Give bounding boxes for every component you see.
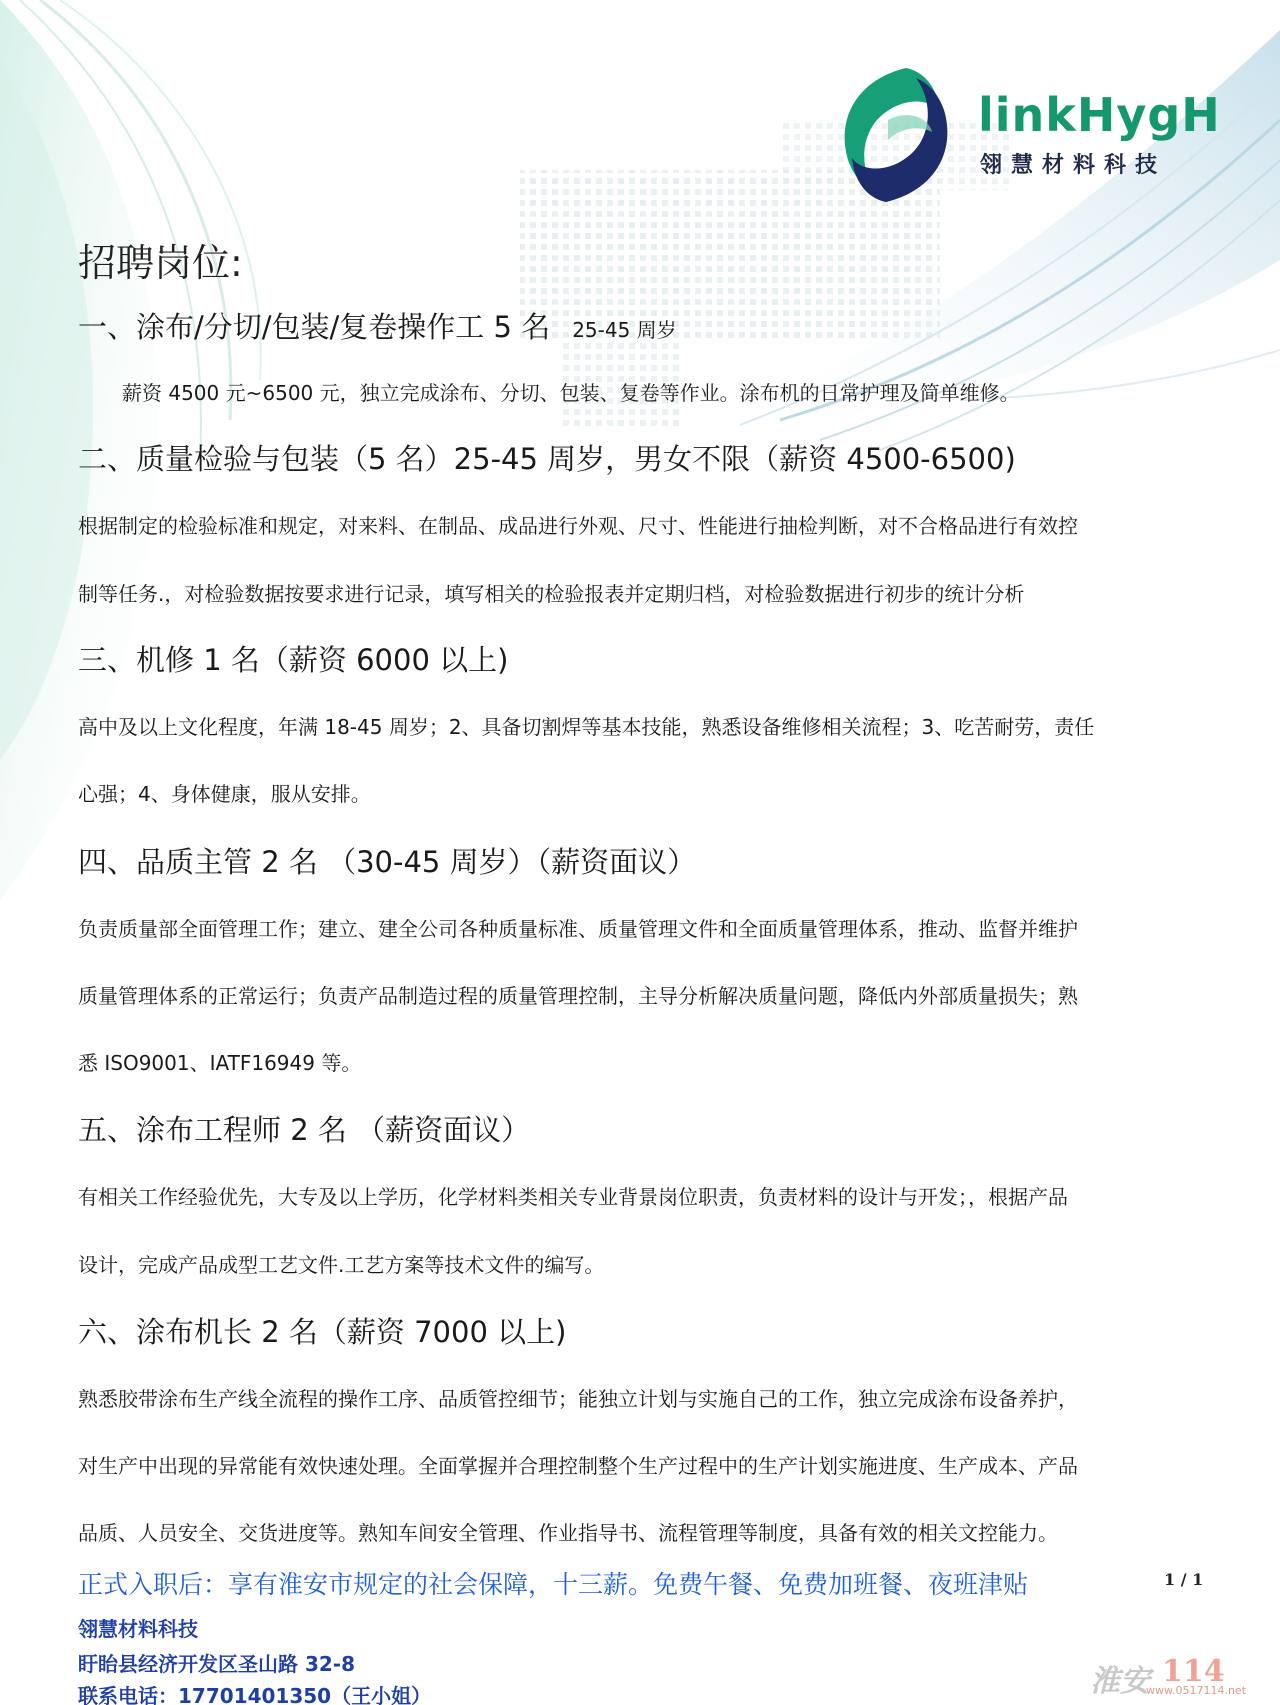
watermark-cn: 淮安	[1090, 1664, 1150, 1699]
section-title-4: 四、品质主管 2 名 （30-45 周岁）（薪资面议）	[78, 845, 697, 879]
section-title-1-age: 25-45 周岁	[572, 318, 677, 342]
benefits-text: 正式入职后：享有淮安市规定的社会保障，十三薪。免费午餐、免费加班餐、夜班津贴	[78, 1570, 1029, 1599]
footer-company: 翎慧材料科技	[78, 1617, 198, 1641]
section-3-line-1: 高中及以上文化程度，年满 18-45 周岁；2、具备切割焊等基本技能，熟悉设备维修相关流程；3、吃苦耐劳，责任	[78, 715, 1095, 739]
section-4-line-1: 负责质量部全面管理工作；建立、建全公司各种质量标准、质量管理文件和全面质量管理体系，推动、监督并维护	[78, 917, 1078, 941]
section-title-6: 六、涂布机长 2 名（薪资 7000 以上)	[78, 1315, 567, 1349]
watermark-url: www.0517114.net	[1146, 1684, 1247, 1697]
section-5-line-1: 有相关工作经验优先，大专及以上学历，化学材料类相关专业背景岗位职责，负责材料的设计与开发；，根据产品	[78, 1185, 1068, 1209]
watermark-number: 114	[1162, 1654, 1225, 1689]
footer-address: 盱眙县经济开发区圣山路 32-8	[78, 1652, 356, 1676]
section-title-1	[78, 305, 677, 346]
footer-phone: 联系电话：17701401350（王小姐）	[78, 1684, 432, 1705]
section-title-3: 三、机修 1 名（薪资 6000 以上)	[78, 643, 509, 677]
section-3-line-2: 心强；4、身体健康，服从安排。	[78, 782, 371, 806]
section-4-line-3: 悉 ISO9001、IATF16949 等。	[78, 1051, 362, 1075]
page-number: 1 / 1	[1164, 1570, 1204, 1589]
section-6-line-3: 品质、人员安全、交货进度等。熟知车间安全管理、作业指导书、流程管理等制度，具备有效的相关文控能力。	[78, 1521, 1058, 1545]
company-logo	[836, 60, 1221, 210]
logo-swirl-icon	[836, 60, 956, 210]
section-2-line-2: 制等任务.，对检验数据按要求进行记录，填写相关的检验报表并定期归档，对检验数据进行初步的统计分析	[78, 582, 1025, 606]
section-2-line-1: 根据制定的检验标准和规定，对来料、在制品、成品进行外观、尺寸、性能进行抽检判断，对不合格品进行有效控	[78, 514, 1078, 538]
logo-chinese-name: 翎慧材料科技	[980, 153, 1167, 178]
section-6-line-2: 对生产中出现的异常能有效快速处理。全面掌握并合理控制整个生产过程中的生产计划实施进度、生产成本、产品	[78, 1454, 1078, 1478]
section-1-line-1: 薪资 4500 元~6500 元，独立完成涂布、分切、包装、复卷等作业。涂布机的日常护理及简单维修。	[122, 381, 1020, 405]
site-watermark	[1090, 1650, 1260, 1700]
section-5-line-2: 设计，完成产品成型工艺文件.工艺方案等技术文件的编写。	[78, 1253, 605, 1277]
section-6-line-1: 熟悉胶带涂布生产线全流程的操作工序、品质管控细节；能独立计划与实施自己的工作，独立完成涂布设备养护，	[78, 1387, 1078, 1411]
section-title-2: 二、质量检验与包装（5 名）25-45 周岁，男女不限（薪资 4500-6500)	[78, 442, 1016, 476]
logo-english-name: linkHygH	[978, 88, 1221, 142]
page-heading: 招聘岗位:	[78, 241, 243, 285]
section-title-1-text: 一、涂布/分切/包装/复卷操作工 5 名	[78, 310, 551, 344]
section-4-line-2: 质量管理体系的正常运行；负责产品制造过程的质量管理控制，主导分析解决质量问题，降低内外部质量损失；熟	[78, 984, 1078, 1008]
section-title-5: 五、涂布工程师 2 名 （薪资面议）	[78, 1113, 531, 1147]
